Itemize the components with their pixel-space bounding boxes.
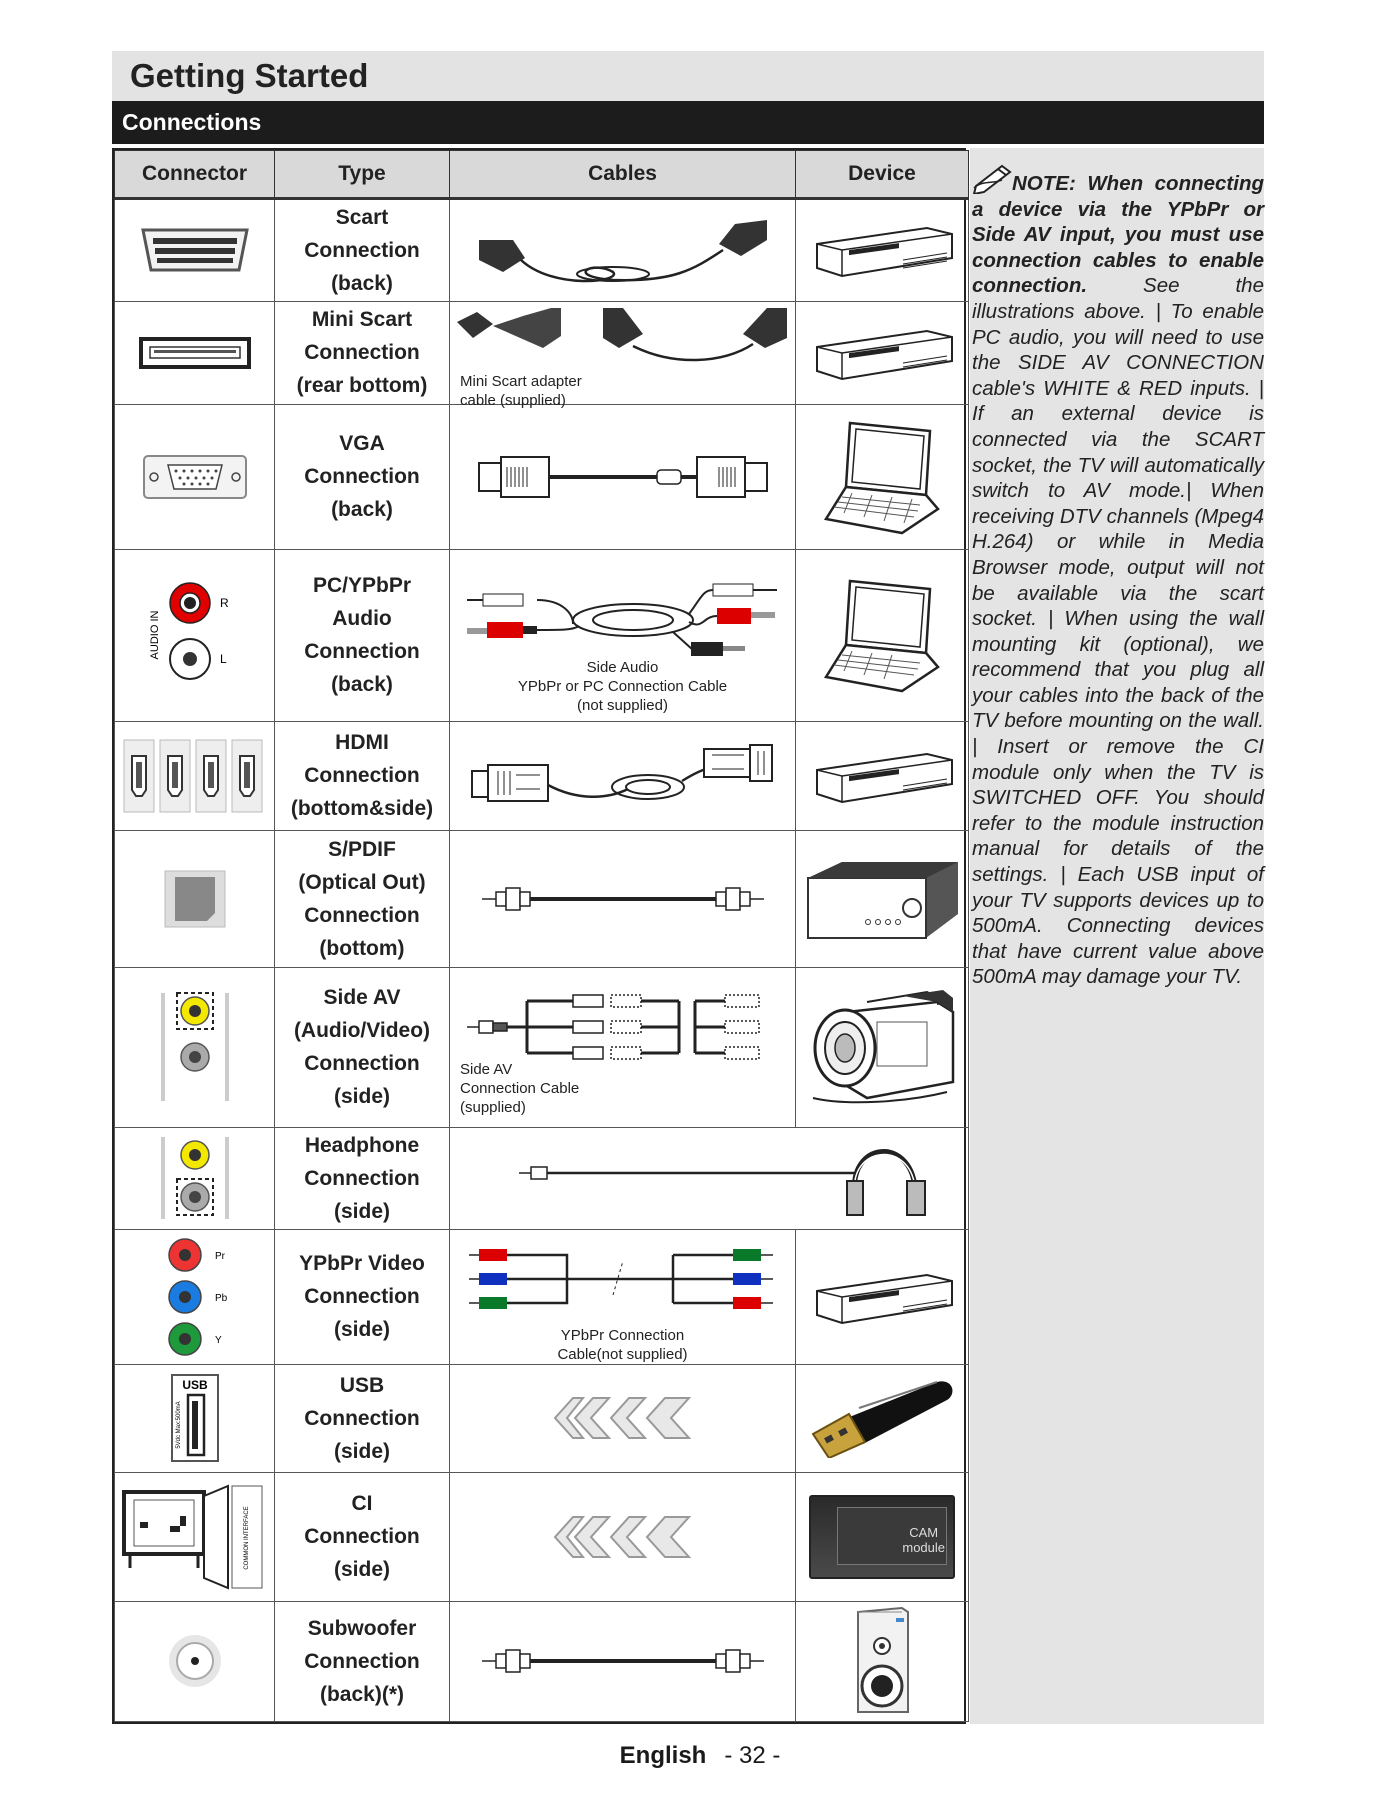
table-row [115,1229,969,1364]
table-row [115,301,969,404]
table-row [115,830,969,967]
dvd-player-icon [796,301,969,404]
table-row [115,968,969,1128]
subwoofer-speaker-icon [796,1601,969,1721]
optical-cable-icon [450,830,796,967]
note-panel [970,148,1264,1724]
section-title: Connections [122,109,262,135]
type-cell: S/PDIF (Optical Out) Connection (bottom) [275,830,450,967]
type-cell: Headphone Connection (side) [275,1127,450,1229]
audio-cable-caption: Side Audio YPbPr or PC Connection Cable (not supplied) [517,658,728,714]
headphone-connector-icon [115,1127,275,1229]
usb-rating-label: 5Vdc Max:500mA [175,1401,182,1449]
pb-label: Pb [214,1292,227,1304]
subwoofer-cable-icon [450,1601,796,1721]
table-row [115,1472,969,1601]
audio-cable-icon [450,549,796,721]
usb-stick-icon [796,1364,969,1472]
audio-in-label: AUDIO IN [148,610,161,660]
pencil-note-icon [972,162,1012,194]
table-row [115,1364,969,1472]
ci-label: COMMON INTERFACE [243,1506,250,1570]
type-cell: USB Connection (side) [275,1364,450,1472]
vga-connector-icon [115,404,275,549]
insert-arrow-icon [450,1364,796,1472]
type-cell: Side AV (Audio/Video) Connection (side) [275,968,450,1128]
header-device: Device [796,151,969,199]
scart-cable-icon [450,199,796,302]
dvd-player-icon [796,199,969,302]
type-cell: YPbPr Video Connection (side) [275,1229,450,1364]
hdmi-cable-icon [450,721,796,830]
page-header [112,51,1264,101]
table-row [115,1127,969,1229]
pr-label: Pr [214,1250,225,1262]
ypbpr-cable-icon [450,1229,796,1364]
ci-slot-icon [115,1472,275,1601]
dvd-player-icon [796,1229,969,1364]
audio-l-label: L [219,652,227,667]
table-header-row [115,151,969,199]
type-cell: HDMI Connection (bottom&side) [275,721,450,830]
usb-label: USB [181,1378,208,1393]
table-row [115,721,969,830]
laptop-icon [796,404,969,549]
side-av-connector-icon [115,968,275,1128]
hdmi-connector-icon [115,721,275,830]
mini-scart-cable-icon [450,301,796,409]
cam-module-icon [796,1472,969,1601]
note-body: See the illustrations above. | To enable PC audio, you will need to use the SIDE AV CONNECTION cable's WHITE & RED inputs. | If an external device is connected via the SCART socket, the TV will automatically switch to AV mode.| When receiving DTV channels (Mpeg4 H.264) or while in Media Browser mode, output will not be available via the scart socket. | When using the wall mounting kit (optional), we recommend that you plug all your cables into the back of the TV before mounting on the wall. | Insert or remove the CI module only when the TV is SWITCHED OFF. You should refer to the module instruction manual for details of the settings. | Each USB input of your TV supports devices up to 500mA. Connecting devices that have current value above 500mA may damage your TV. [972,274,1264,989]
audio-in-connector-icon [115,549,275,721]
side-av-caption: Side AV Connection Cable (supplied) [460,1061,580,1117]
type-cell: PC/YPbPr Audio Connection (back) [275,549,450,721]
note-text [970,148,1264,990]
subwoofer-connector-icon [115,1601,275,1721]
camcorder-icon [796,968,969,1128]
section-header [112,101,1264,144]
mini-scart-connector-icon [115,301,275,404]
table-row [115,1601,969,1721]
type-cell: Subwoofer Connection (back)(*) [275,1601,450,1721]
vga-cable-icon [450,404,796,549]
type-cell: CI Connection (side) [275,1472,450,1601]
dvd-player-icon [796,721,969,830]
type-cell: VGA Connection (back) [275,404,450,549]
audio-r-label: R [219,596,229,611]
table-row [115,404,969,549]
type-cell: Mini Scart Connection (rear bottom) [275,301,450,404]
page-title: Getting Started [130,57,369,94]
cam-module-label: CAM module [902,1524,945,1555]
y-label: Y [214,1334,222,1346]
insert-arrow-icon [450,1472,796,1601]
mini-scart-caption: Mini Scart adapter cable (supplied) [460,372,582,409]
header-connector: Connector [115,151,275,199]
ypbpr-cable-caption: YPbPr Connection Cable(not supplied) [557,1326,688,1363]
type-cell: Scart Connection (back) [275,199,450,302]
header-cables: Cables [450,151,796,199]
spdif-connector-icon [115,830,275,967]
table-row [115,549,969,721]
scart-connector-icon [115,199,275,302]
table-row [115,199,969,302]
usb-connector-icon [115,1364,275,1472]
amplifier-icon [796,830,969,967]
side-av-cable-icon [450,968,796,1128]
headphone-cable-icon [450,1127,969,1229]
footer-language: English [619,1742,707,1769]
page-number: - 32 - [724,1742,781,1769]
connections-table [112,148,966,1724]
page-footer [0,1742,1400,1770]
laptop-icon [796,549,969,721]
header-type: Type [275,151,450,199]
ypbpr-connector-icon [115,1229,275,1364]
note-intro: NOTE: When connecting a device via the YPbPr or Side AV input, you must use connection cables to enable connection. [972,172,1264,298]
